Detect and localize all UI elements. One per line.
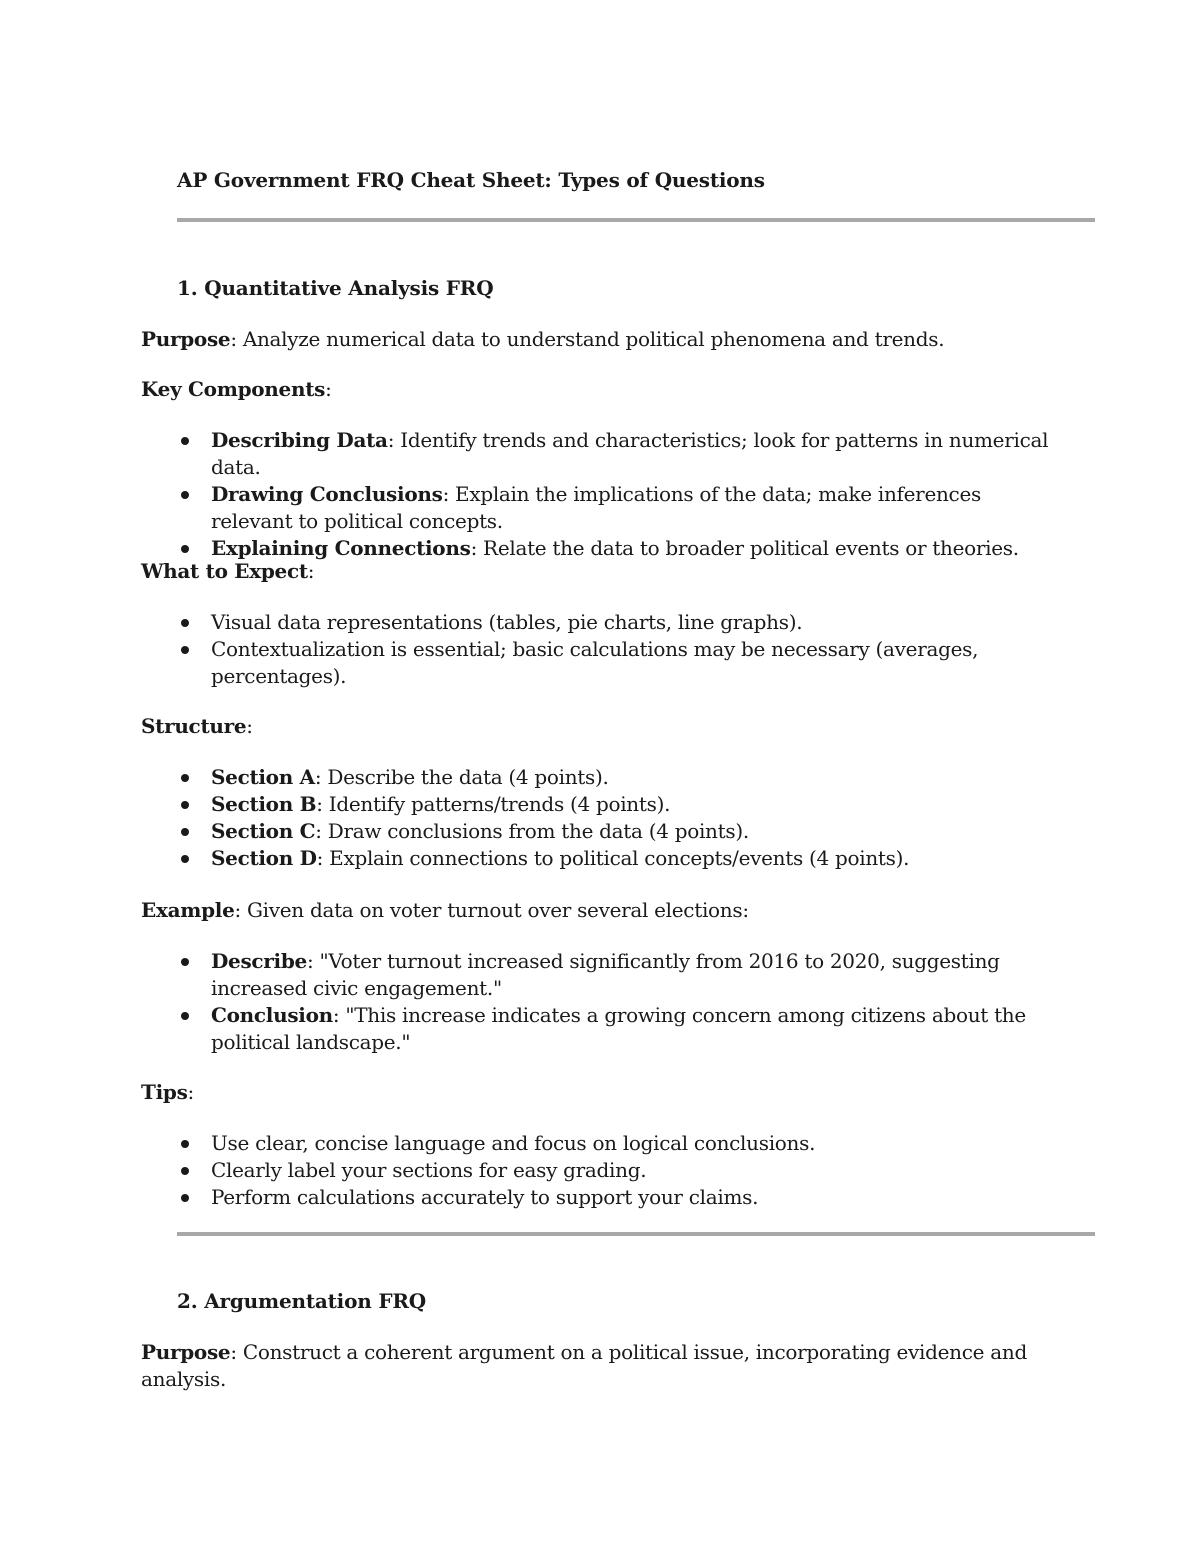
list-item-text: Perform calculations accurately to support your claims. <box>211 1185 759 1209</box>
purpose-paragraph <box>141 326 1051 353</box>
list-item-term: Section C <box>211 819 316 843</box>
list-item-text: Visual data representations (tables, pie charts, line graphs). <box>211 610 803 634</box>
list-item <box>141 1002 1061 1056</box>
colon: : <box>246 714 253 738</box>
list-item-term: Describe <box>211 949 307 973</box>
list-item-text: Use clear, concise language and focus on logical conclusions. <box>211 1131 816 1155</box>
bullet-icon <box>181 774 189 782</box>
structure-list <box>141 764 1061 872</box>
bullet-icon <box>181 646 189 654</box>
key-components-label-line <box>141 376 1051 403</box>
tips-label: Tips <box>141 1080 188 1104</box>
list-item <box>141 481 1061 535</box>
list-item-term: Section A <box>211 765 315 789</box>
example-list <box>141 948 1061 1056</box>
horizontal-rule <box>177 218 1095 222</box>
list-item-text: : Explain connections to political concepts/events (4 points). <box>316 846 910 870</box>
colon: : <box>307 559 315 583</box>
list-item-term: Conclusion <box>211 1003 333 1027</box>
bullet-icon <box>181 1194 189 1202</box>
list-item <box>141 609 1061 636</box>
bullet-icon <box>181 1140 189 1148</box>
tips-list <box>141 1130 1061 1211</box>
purpose-text: : Analyze numerical data to understand political phenomena and trends. <box>230 327 945 351</box>
list-item-text: : Identify patterns/trends (4 points). <box>316 792 671 816</box>
bullet-icon <box>181 1012 189 1020</box>
list-item <box>141 948 1061 1002</box>
list-item <box>141 636 1061 690</box>
document-title: AP Government FRQ Cheat Sheet: Types of Questions <box>177 168 765 192</box>
bullet-icon <box>181 545 189 553</box>
list-item <box>141 764 1061 791</box>
list-item-text: Clearly label your sections for easy grading. <box>211 1158 647 1182</box>
what-to-expect-list <box>141 609 1061 690</box>
list-item-text: : "This increase indicates a growing concern among citizens about the political landscape." <box>211 1003 1026 1054</box>
list-item-text: Contextualization is essential; basic calculations may be necessary (averages, percentages). <box>211 637 979 688</box>
structure-label: Structure <box>141 714 247 738</box>
list-item-text: : Relate the data to broader political events or theories. <box>470 536 1019 560</box>
key-components-label: Key Components <box>141 377 326 401</box>
purpose-label: Purpose <box>141 327 231 351</box>
example-label: Example <box>141 898 235 922</box>
list-item-text: : Explain the implications of the data; make inferences relevant to political concepts. <box>211 482 981 533</box>
list-item-term: Drawing Conclusions <box>211 482 443 506</box>
bullet-icon <box>181 855 189 863</box>
tips-label-line <box>141 1079 1051 1106</box>
list-item <box>141 791 1061 818</box>
list-item-term: Describing Data <box>211 428 388 452</box>
list-item <box>141 818 1061 845</box>
what-to-expect-label-line <box>141 558 1051 585</box>
bullet-icon <box>181 828 189 836</box>
purpose-paragraph <box>141 1339 1051 1393</box>
list-item <box>141 1184 1061 1211</box>
key-components-list <box>141 427 1061 562</box>
bullet-icon <box>181 801 189 809</box>
list-item-term: Explaining Connections <box>211 536 471 560</box>
list-item-term: Section D <box>211 846 317 870</box>
purpose-label: Purpose <box>141 1340 231 1364</box>
bullet-icon <box>181 437 189 445</box>
horizontal-rule <box>177 1232 1095 1236</box>
bullet-icon <box>181 491 189 499</box>
bullet-icon <box>181 958 189 966</box>
section-heading-argumentation: 2. Argumentation FRQ <box>177 1289 426 1313</box>
bullet-icon <box>181 619 189 627</box>
list-item-text: : Identify trends and characteristics; look for patterns in numerical data. <box>211 428 1049 479</box>
what-to-expect-label: What to Expect <box>141 559 308 583</box>
list-item-term: Section B <box>211 792 317 816</box>
list-item <box>141 427 1061 481</box>
list-item-text: : Draw conclusions from the data (4 points). <box>315 819 749 843</box>
colon: : <box>187 1080 194 1104</box>
section-heading-quantitative: 1. Quantitative Analysis FRQ <box>177 276 494 300</box>
list-item <box>141 1130 1061 1157</box>
example-text: : Given data on voter turnout over several elections: <box>234 898 749 922</box>
purpose-text: : Construct a coherent argument on a political issue, incorporating evidence and analysis. <box>141 1340 1027 1391</box>
list-item <box>141 1157 1061 1184</box>
bullet-icon <box>181 1167 189 1175</box>
list-item-text: : "Voter turnout increased significantly from 2016 to 2020, suggesting increased civic engagement." <box>211 949 1000 1000</box>
list-item <box>141 845 1061 872</box>
structure-label-line <box>141 713 1051 740</box>
colon: : <box>325 377 332 401</box>
list-item-text: : Describe the data (4 points). <box>314 765 609 789</box>
example-paragraph <box>141 897 1051 924</box>
